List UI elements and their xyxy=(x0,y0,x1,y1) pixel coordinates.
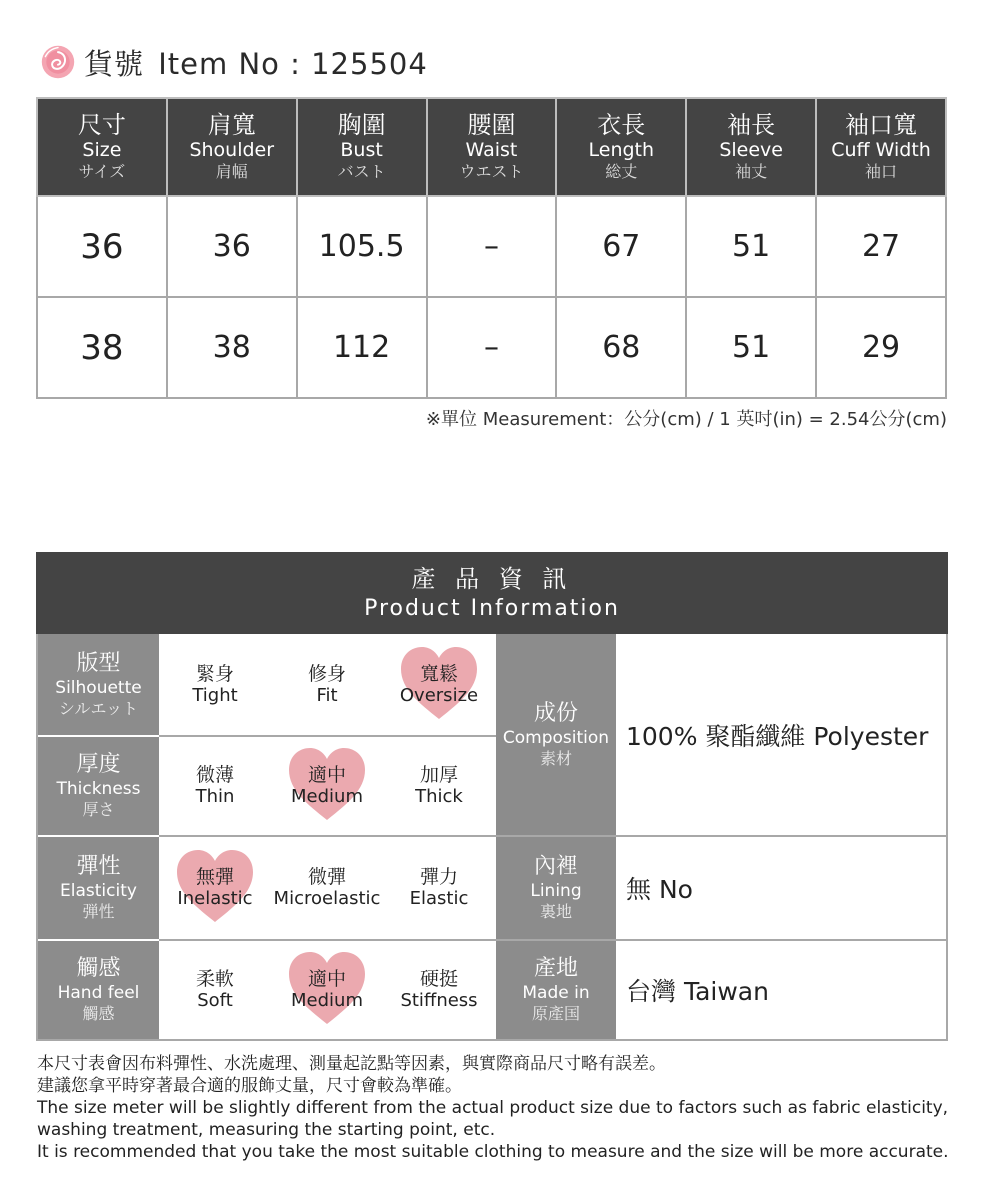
option-thick: 加厚 Thick xyxy=(415,764,463,807)
measurement-note: ※單位 Measurement：公分(cm) / 1 英吋(in) = 2.54公分(cm) xyxy=(425,409,947,430)
hand-feel-label: 觸感 Hand feel 觸感 xyxy=(38,940,159,1039)
composition-value: 100% 聚酯纖維 Polyester xyxy=(626,721,929,751)
origin-label: 產地 Made in 原產国 xyxy=(496,941,616,1039)
option-tight: 緊身 Tight xyxy=(192,663,238,706)
table-row xyxy=(37,297,946,398)
lining-label: 內裡 Lining 裏地 xyxy=(496,837,616,939)
column-header: 腰圍 Waist ウエスト xyxy=(427,98,557,196)
item-label: 貨號 xyxy=(84,46,145,81)
cuff-width-cell: 29 xyxy=(816,297,946,398)
column-header: 尺寸 Size サイズ xyxy=(37,98,167,196)
note-line: 本尺寸表會因布料彈性、水洗處理、測量起訖點等因素，與實際商品尺寸略有誤差。 xyxy=(37,1054,666,1074)
option-soft: 柔軟 Soft xyxy=(195,967,234,1011)
bust-cell: 105.5 xyxy=(297,196,427,297)
hand-feel-options xyxy=(159,940,495,1039)
column-header: 衣長 Length 総丈 xyxy=(556,98,686,196)
length-cell: 68 xyxy=(556,297,686,398)
item-number: Item No : 125504 xyxy=(158,46,428,81)
elasticity-options xyxy=(159,836,495,940)
size-cell: 36 xyxy=(37,196,167,297)
column-header: 肩寬 Shoulder 肩幅 xyxy=(167,98,297,196)
column-header: 胸圍 Bust バスト xyxy=(297,98,427,196)
elasticity-label: 彈性 Elasticity 弾性 xyxy=(38,836,159,940)
divider xyxy=(159,939,496,941)
option-stiffness: 硬挺 Stiffness xyxy=(400,967,478,1011)
shoulder-cell: 38 xyxy=(167,297,297,398)
size-table-header xyxy=(37,98,946,196)
option-medium-selected: 適中 Medium xyxy=(271,940,383,1039)
divider xyxy=(159,835,496,837)
thickness-options xyxy=(159,736,495,836)
sleeve-cell: 51 xyxy=(686,297,816,398)
composition-label: 成份 Composition 素材 xyxy=(496,634,616,835)
length-cell: 67 xyxy=(556,196,686,297)
origin-value: 台灣 Taiwan xyxy=(626,977,769,1006)
waist-cell: – xyxy=(427,196,557,297)
size-table xyxy=(36,97,947,399)
product-info-grid xyxy=(36,634,948,1041)
column-header: 袖長 Sleeve 袖丈 xyxy=(686,98,816,196)
thickness-label: 厚度 Thickness 厚さ xyxy=(38,736,159,836)
product-info-header xyxy=(36,552,948,634)
option-thin: 微薄 Thin xyxy=(195,764,235,807)
note-line: The size meter will be slightly different from the actual product size due to factors such as fabric elasticity, xyxy=(37,1098,949,1118)
option-medium-selected: 適中 Medium xyxy=(271,736,383,836)
item-header xyxy=(40,40,428,84)
note-line: 建議您拿平時穿著最合適的服飾丈量，尺寸會較為準確。 xyxy=(37,1076,462,1096)
column-header: 袖口寬 Cuff Width 袖口 xyxy=(816,98,946,196)
silhouette-options xyxy=(159,634,495,736)
product-info-title-zh: 產 品 資 訊 xyxy=(411,565,573,593)
option-inelastic-selected: 無彈 Inelastic xyxy=(159,836,271,940)
cuff-width-cell: 27 xyxy=(816,196,946,297)
rose-icon xyxy=(40,44,76,80)
table-row xyxy=(37,196,946,297)
note-line: It is recommended that you take the most suitable clothing to measure and the size will be more accurate. xyxy=(37,1142,949,1162)
shoulder-cell: 36 xyxy=(167,196,297,297)
divider xyxy=(159,735,496,737)
silhouette-label: 版型 Silhouette シルエット xyxy=(38,634,159,736)
bust-cell: 112 xyxy=(297,297,427,398)
size-disclaimer xyxy=(37,1053,957,1163)
waist-cell: – xyxy=(427,297,557,398)
option-fit: 修身 Fit xyxy=(307,663,346,706)
lining-value: 無 No xyxy=(626,875,693,904)
divider xyxy=(38,735,159,737)
product-info-title-en: Product Information xyxy=(364,596,620,621)
divider xyxy=(38,939,159,941)
option-microelastic: 微彈 Microelastic xyxy=(273,866,381,909)
sleeve-cell: 51 xyxy=(686,196,816,297)
note-line: washing treatment, measuring the starting point, etc. xyxy=(37,1120,496,1140)
size-cell: 38 xyxy=(37,297,167,398)
option-oversize-selected: 寬鬆 Oversize xyxy=(383,634,495,736)
divider xyxy=(38,835,159,837)
option-elastic: 彈力 Elastic xyxy=(409,866,469,909)
